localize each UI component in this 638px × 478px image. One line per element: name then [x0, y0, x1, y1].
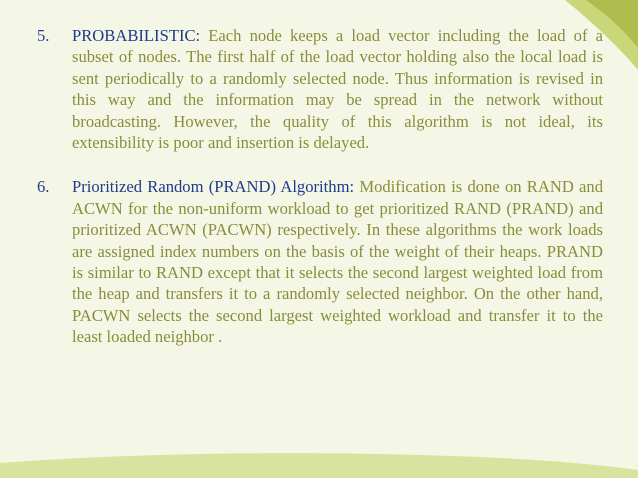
- item-heading: PROBABILISTIC:: [72, 26, 209, 45]
- item-text: Modification is done on RAND and ACWN for the non-uniform workload to get prioritized RAND (PRAND) and prioritized ACWN (PACWN) respectively. In these algorithms the work loads are assigned index numbers on the basis of the weight of their heaps. PRAND is similar to RAND except that it selects the second largest weighted load from the heap and transfers it to a randomly selected neighbor. On the other hand, PACWN selects the second largest weighted workload and transfer it to the least loaded neighbor .: [72, 177, 603, 347]
- item-number: 5.: [37, 26, 50, 45]
- slide-content: [37, 25, 603, 348]
- item-text: Each node keeps a load vector including the load of a subset of nodes. The first half of the load vector holding also the local load is sent periodically to a randomly selected node. Thus information is revised in this way and the information may be spread in the network without broadcasting. However, the quality of this algorithm is not ideal, its extensibility is poor and insertion is delayed.: [72, 26, 603, 153]
- list-item-6: [37, 176, 603, 347]
- bottom-wave: [0, 453, 638, 478]
- list-item-5: [37, 25, 603, 153]
- item-heading: Prioritized Random (PRAND) Algorithm:: [72, 177, 360, 197]
- item-number: 6.: [37, 177, 50, 197]
